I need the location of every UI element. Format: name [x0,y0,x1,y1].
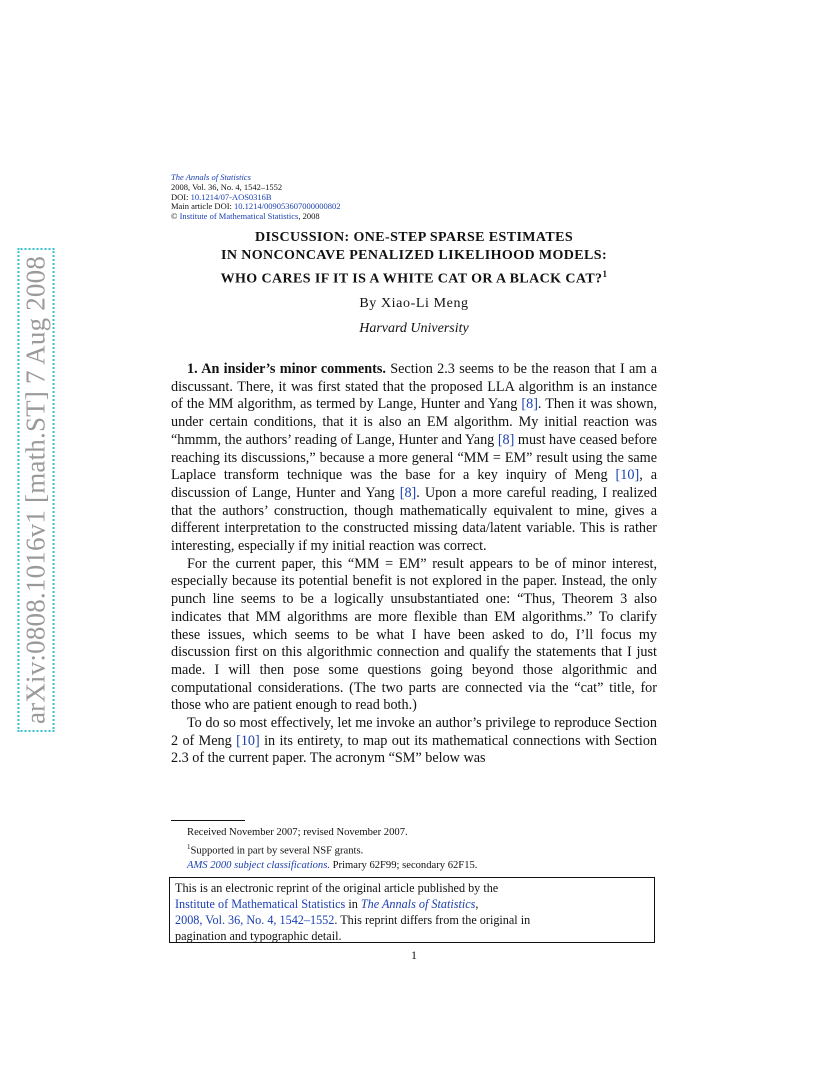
author-affiliation: Harvard University [359,321,469,336]
journal-header [171,173,341,222]
citation-8[interactable]: [8] [521,396,538,413]
copyright-year: , 2008 [298,211,320,222]
author-name: By Xiao-Li Meng [359,296,469,311]
citation-10[interactable]: [10] [236,732,260,749]
journal-reprint-link[interactable]: The Annals of Statistics [360,897,476,911]
section-heading: 1. An insider’s minor comments. [187,361,386,377]
arxiv-stamp[interactable] [18,240,54,740]
citation-8[interactable]: [8] [399,484,417,501]
citation-reprint-link[interactable]: 2008, Vol. 36, No. 4, 1542–1552 [175,913,335,927]
support-footnote: $^1$Supported in part by several NSF grants. [187,843,364,857]
reprint-notice: This is an electronic reprint of the original article published by the Institute of Mathematical Statistics in The Annals of Statistics, 2008, Vol. 36, No. 4, 1542–1552. This reprint differs from the original in pagination and typographic detail. [169,877,655,943]
ims-reprint-link[interactable]: Institute of Mathematical Statistics [175,897,346,911]
paragraph-2: For the current paper, this “MM = EM” result appears to be of minor interest, especially because its potential benefit is not explored in the paper. Instead, the only punch line seems to be a logically unsubstantiated one: “Thus, Theorem 3 also indicates that MM algorithms are more flexible than EM algorithms.” To clarify these issues, which seems to be what I have been asked to do, I’ll focus my discussion first on this algorithmic connection and qualify the statements that I just made. I will then pose some questions going beyond those algorithmic and computational considerations. (The two parts are connected via the “cat” title, for those who are patient enough to read both.) [171,555,657,714]
paragraph-1: 1. An insider’s minor comments. Section 2.3 seems to be the reason that I am a discussant. There, it was first stated that the proposed LLA algorithm is an instance of the MM algorithm, as termed by Lange, Hunter and Yang [8]. Then it was shown, under certain conditions, that it is also an EM algorithm. My initial reaction was “hmmm, the authors’ reading of Lange, Hunter and Yang [8] must have ceased before reaching its discussions,” because a more general “MM = EM” result using the same Laplace transform technique was the base for a key inquiry of Meng [10], a discussion of Lange, Hunter and Yang [8]. Upon a more careful reading, I realized that the authors’ construction, though mathematically equivalent to mine, gives a different interpretation to the constructed missing data/latent variable. This is rather interesting, especially if my initial reaction was correct. [171,361,657,555]
title-footnote-mark[interactable]: 1 [602,269,608,279]
volume-line: 2008, Vol. 36, No. 4, 1542–1552 [171,181,283,192]
page-number: 1 [411,948,417,962]
title-line-1: DISCUSSION: ONE-STEP SPARSE ESTIMATES [254,230,574,245]
doi-link[interactable]: 10.1214/07-AOS0316B [190,191,272,202]
main-doi-label: Main article DOI: [171,201,235,212]
body-text [171,361,657,768]
arxiv-identifier[interactable]: arXiv:0808.1016v1 [math.ST] 7 Aug 2008 [18,248,55,732]
doi-label: DOI: [171,191,191,202]
received-date: Received November 2007; revised November 2007. [187,827,408,838]
subject-classifications: AMS 2000 subject classifications. Primary 62F99; secondary 62F15. [187,859,478,871]
citation-8[interactable]: [8] [497,431,515,448]
title-line-2: IN NONCONCAVE PENALIZED LIKELIHOOD MODELS: [220,248,608,263]
paper-title [140,229,688,289]
footnotes [171,826,657,873]
journal-name-link[interactable]: The Annals of Statistics [171,172,251,182]
copyright-icon: © [171,211,178,222]
footnote-rule [171,820,245,821]
ams-classification-link[interactable]: AMS 2000 subject classifications. [187,859,331,871]
citation-10[interactable]: [10] [615,467,640,484]
ims-link[interactable]: Institute of Mathematical Statistics [179,211,299,222]
main-doi-link[interactable]: 10.1214/009053607000000802 [234,201,341,212]
title-line-3: WHO CARES IF IT IS A WHITE CAT OR A BLACK CAT? [220,271,603,287]
paragraph-3: To do so most effectively, let me invoke an author’s privilege to reproduce Section 2 of Meng [10] in its entirety, to map out its mathematical connections with Section 2.3 of the current paper. The acronym “SM” below was [171,715,658,767]
